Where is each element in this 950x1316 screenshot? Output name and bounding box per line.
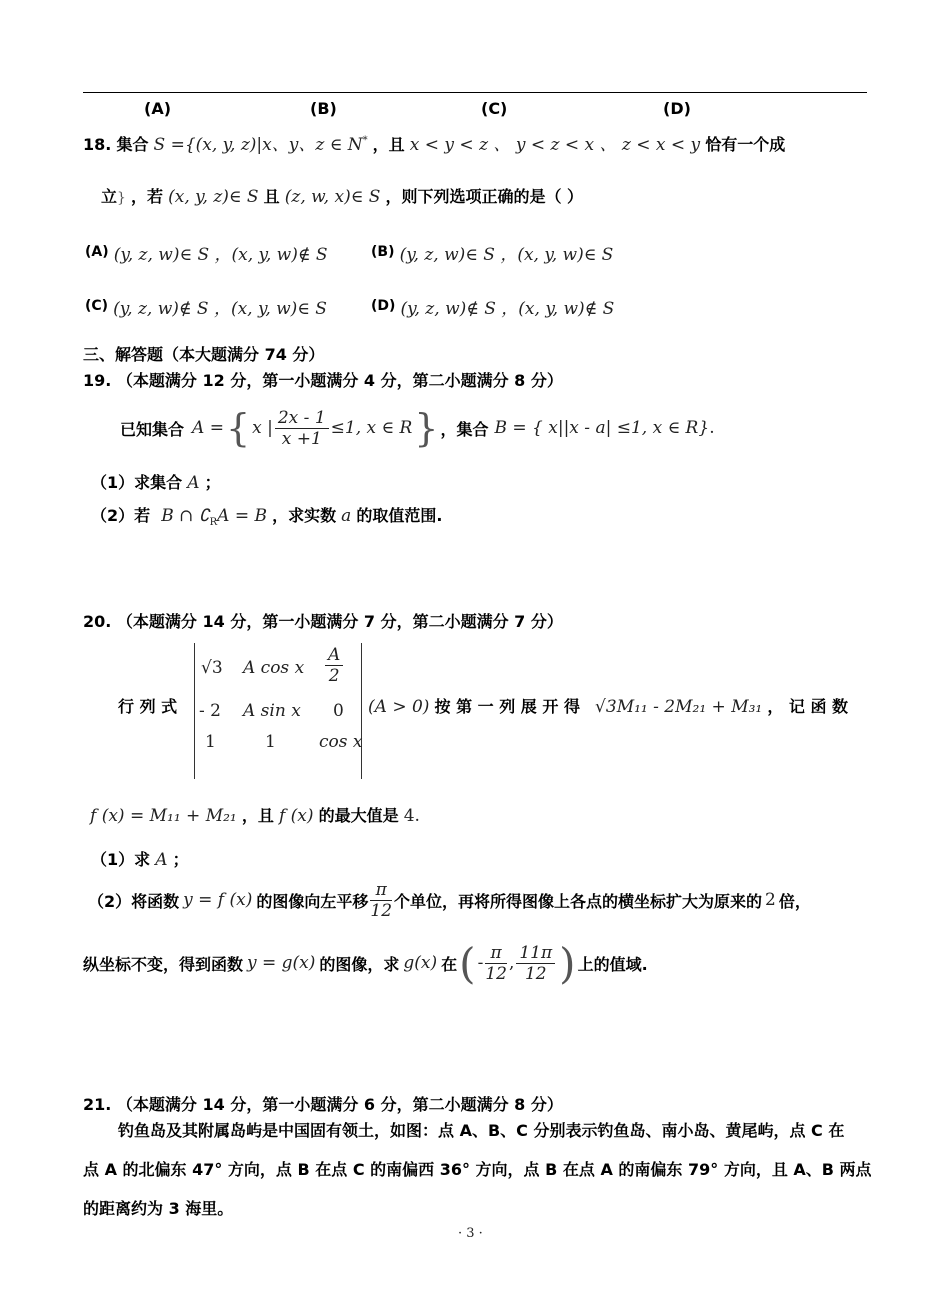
q19-sets: 已知集合 A = { x | $\frac{2x - 1}{x +1}$ ≤1, x ∈ R } ，集合 B = { x||x - a| ≤1, x ∈ R} . [120,406,715,450]
header-option-a: (A) [144,99,172,118]
det-cell-1-2: A cos x [243,658,305,678]
q18-option-c: (C) (y, z, w)∉ S ，(x, y, w)∈ S [85,298,327,319]
det-cell-2-3: 0 [333,701,344,721]
det-cell-3-3: cos x [319,732,363,752]
q20-part2: （2）将函数 y = f (x) 的图像向左平移 $\frac{\pi}{12}$ 个单位，再将所得图像上各点的横坐标扩大为原来的 2 倍， [88,879,811,921]
q19-fraction: $\frac{2x - 1}{x +1}$ [275,408,329,449]
header-option-c: (C) [481,99,508,118]
q20-part2-cont: 纵坐标不变，得到函数 y = g(x) 的图像，求 g(x) 在 ( - $\frac{\pi}{12}$ , $\frac{11\pi}{12}$ ) 上的值域. [83,938,648,988]
q18-option-a: (A) (y, z, w)∈ S ，(x, y, w)∉ S [85,244,328,265]
q18-line2: 立} ，若 (x, y, z)∈ S 且 (z, w, x)∈ S ，则下列选项正确的是（ ） [101,187,584,207]
det-cell-3-1: 1 [205,732,216,752]
q20-expand-line: (A > 0) 按 第 一 列 展 开 得 √3M₁₁ - 2M₂₁ + M₃₁ ， 记 函 数 [368,697,849,717]
q19-part2: （2）若 B ∩ $∁_RA = B$ ，求实数 a 的取值范围. [91,506,443,528]
q18-set-def: S ={(x, y, z)|x、y、z ∈ N [153,135,363,155]
determinant [194,643,362,779]
q20-header: 20. （本题满分 14 分，第一小题满分 7 分，第二小题满分 7 分） [83,612,563,631]
header-option-d: (D) [663,99,691,118]
q21-line2: 点 A 的北偏东 47° 方向，点 B 在点 C 的南偏西 36° 方向，点 B 在点 A 的南偏东 79° 方向，且 A、B 两点 [83,1160,872,1179]
page-number: · 3 · [458,1226,483,1241]
q19-header: 19. （本题满分 12 分，第一小题满分 4 分，第二小题满分 8 分） [83,371,563,390]
q18-conditions: x < y < z 、 y < z < x 、 z < x < y [409,135,701,155]
q18-option-b: (B) (y, z, w)∈ S ，(x, y, w)∈ S [371,244,614,265]
det-cell-1-1: √3 [201,658,223,678]
header-option-b: (B) [310,99,337,118]
q21-header: 21. （本题满分 14 分，第一小题满分 6 分，第二小题满分 8 分） [83,1095,563,1114]
det-cell-2-2: A sin x [243,701,301,721]
q19-part1: （1）求集合 A ； [91,473,221,493]
top-rule [83,92,867,93]
q20-part1: （1）求 A ； [91,850,189,870]
q20-f-def: f (x) = M₁₁ + M₂₁ ，且 f (x) 的最大值是 4. [90,806,420,826]
q20-det-label: 行 列 式 [118,697,178,716]
q21-line3: 的距离约为 3 海里。 [83,1199,234,1218]
det-cell-1-3: $\frac{A}{2}$ [325,645,343,686]
q18-line1: 18. 集合 S ={(x, y, z)|x、y、z ∈ N* ，且 x < y < z 、 y < z < x 、 z < x < y 恰有一个成 [83,135,786,155]
q18-option-d: (D) (y, z, w)∉ S ，(x, y, w)∉ S [371,298,615,319]
q21-line1: 钓鱼岛及其附属岛屿是中国固有领土，如图：点 A、B、C 分别表示钓鱼岛、南小岛、黄尾屿，点 C 在 [118,1121,845,1140]
det-cell-2-1: - 2 [199,701,221,721]
section-title: 三、解答题（本大题满分 74 分） [83,345,325,364]
det-cell-3-2: 1 [265,732,276,752]
q18-number: 18. [83,135,112,154]
